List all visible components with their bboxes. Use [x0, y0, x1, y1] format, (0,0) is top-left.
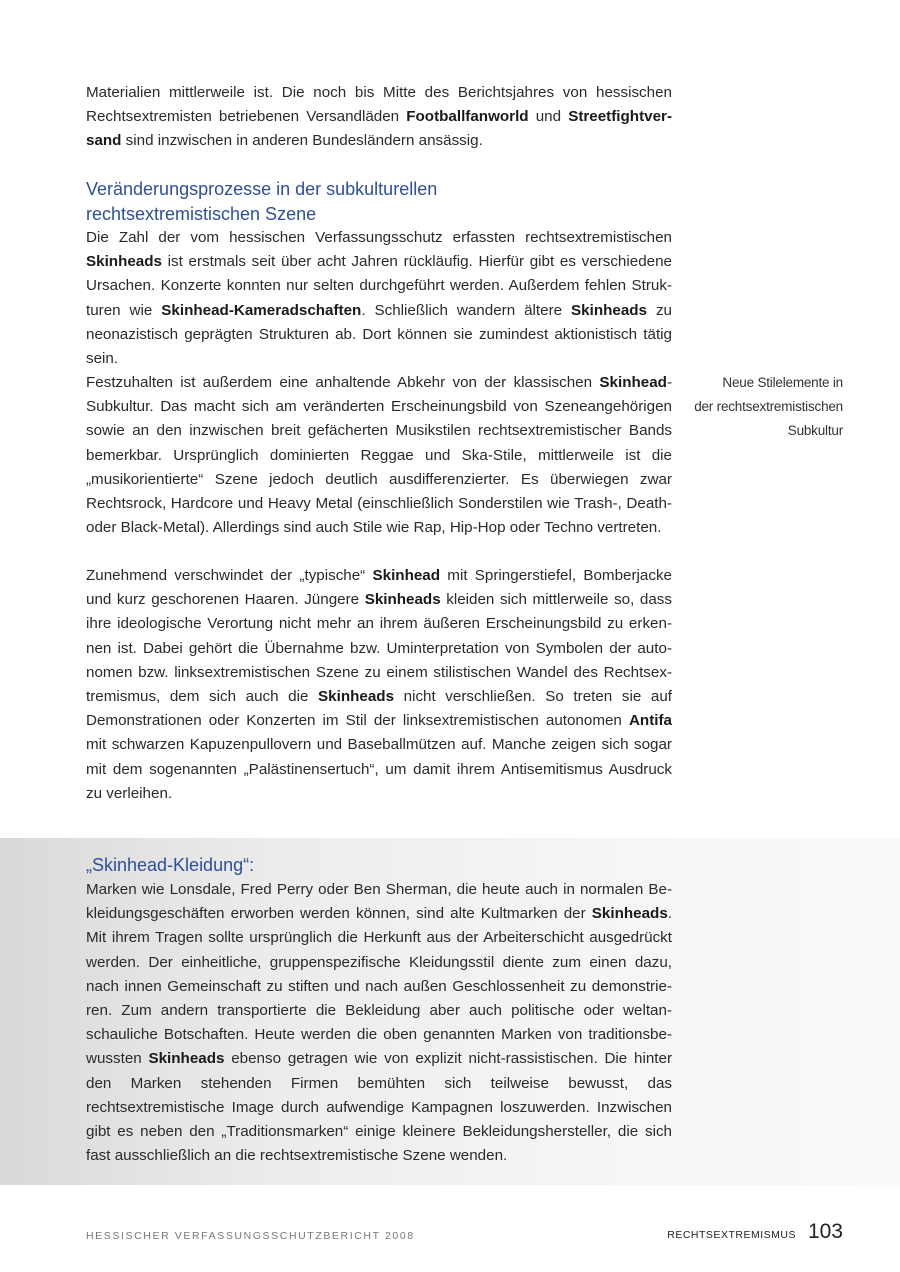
bold-term: Footballfanworld	[406, 108, 529, 126]
bold-term: Skinhead	[599, 374, 667, 391]
section-heading: Veränderungsprozesse in der subkulturellen rechtsextremistischen Szene	[86, 179, 438, 224]
margin-note: Neue Stilelemente in der rechtsextremistischen Subkultur	[694, 375, 843, 439]
footer-right	[667, 1220, 843, 1244]
bold-term: Antifa	[628, 712, 672, 730]
bold-term: Skinheads	[364, 591, 441, 609]
paragraph-music-styles: Festzuhalten ist außerdem eine anhaltende Abkehr von der klassischen Skinhead-Subkultur. Das macht sich am veränderten Erscheinungsbild von Szeneangehörigen sowie an den inzwischen breit gefächerten Musikstilen rechtsextremistischer Bands bemerkbar. Ursprünglich dominierten Reggae und Ska-Stile, mittlerweile ist die „musikorientierte“ Szene jedoch deutlich ausdifferenzierter. Es überwiegen zwar Rechtsrock, Hardcore und Heavy Metal (einschließlich Sonderstilen wie Trash-, Death- oder Black-Metal). Allerdings sind auch Stile wie Rap, Hip-Hop oder Techno vertreten.	[86, 374, 672, 537]
bold-term: Skinheads	[571, 301, 647, 319]
infobox-text: Marken wie Lonsdale, Fred Perry oder Ben Sherman, die heute auch in normalen Bekleidungsgeschäften erworben werden können, sind alte Kultmarken der Skinheads. Mit ihrem Tragen sollte ursprünglich die Herkunft aus der Arbeiterschicht ausgedrückt werden. Der einheitliche, gruppenspezifische Kleidungsstil diente zum einen dazu, nach innen Gemeinschaft zu stiften und nach außen Geschlossenheit zu demonstrieren. Zum andern transportierte die Bekleidung aber auch politische oder weltanschauliche Botschaften. Heute werden die oben genannten Marken von traditionsbewussten Skinheads ebenso getragen wie von explizit nicht-rassistischen. Die hinter den Marken stehenden Firmen bemühten sich teilweise bewusst, das rechtsextremistische Image durch aufwendige Kampagnen loszuwerden. Inzwischen gibt es neben den „Traditionsmarken“ einige kleinere Bekleidungshersteller, die sich fast ausschließlich an die rechtsextremistische Szene wenden.	[86, 881, 672, 1165]
bold-term: Skinhead	[372, 567, 441, 584]
infobox-title: „Skinhead-Kleidung“:	[86, 855, 255, 875]
paragraph-skinhead-decline: Die Zahl der vom hessischen Verfassungsschutz erfassten rechtsextremistischen Skinheads ist erstmals seit über acht Jahren rückläufig. Hierfür gibt es verschiedene Ursachen. Konzerte konnten nur selten durchgeführt werden. Außerdem fehlen Strukturen wie Skinhead-Kameradschaften. Schließlich wandern ältere Skinheads zu neonazistisch geprägten Strukturen ab. Dort können sie zumindest aktionistisch tätig sein.	[86, 229, 672, 368]
page-number: 103	[807, 1220, 843, 1243]
bold-term: Skinheads	[148, 1050, 225, 1068]
bold-term: Skinheads	[318, 688, 395, 706]
bold-term: Skinhead-Kameradschaften	[161, 301, 362, 319]
bold-term: Skinheads	[591, 905, 668, 923]
bold-term: Skinheads	[86, 253, 162, 271]
footer-section: RECHTSEXTREMISMUS	[667, 1229, 796, 1241]
paragraph-versandlaeden: Materialien mittlerweile ist. Die noch bis Mitte des Berichtsjahres von hessischen Rechtsextremisten betriebenen Versandläden Footballfanworld und Streetfightversand sind inzwischen in anderen Bundesländern ansässig.	[86, 84, 672, 150]
paragraph-typical-skinhead: Zunehmend verschwindet der „typische“ Skinhead mit Springerstiefel, Bomberjacke und kurz geschorenen Haaren. Jüngere Skinheads kleiden sich mittlerweile so, dass ihre ideologische Verortung nicht mehr an ihrem äußeren Erscheinungsbild zu erkennen ist. Dabei gehört die Übernahme bzw. Uminterpretation von Symbolen der autonomen bzw. linksextremistischen Szene zu einem stilistischen Wandel des Rechtsextremismus, dem sich auch die Skinheads nicht verschließen. So treten sie auf Demonstrationen oder Konzerten im Stil der linksextremistischen autonomen Antifa mit schwarzen Kapuzenpullovern und Baseballmützen auf. Manche zeigen sich sogar mit dem sogenannten „Palästinensertuch“, um damit ihrem Antisemitismus Ausdruck zu verleihen.	[86, 567, 672, 802]
bold-term: Streetfightversand	[86, 108, 672, 150]
footer-publication: HESSISCHER VERFASSUNGSSCHUTZBERICHT 2008	[86, 1230, 415, 1242]
